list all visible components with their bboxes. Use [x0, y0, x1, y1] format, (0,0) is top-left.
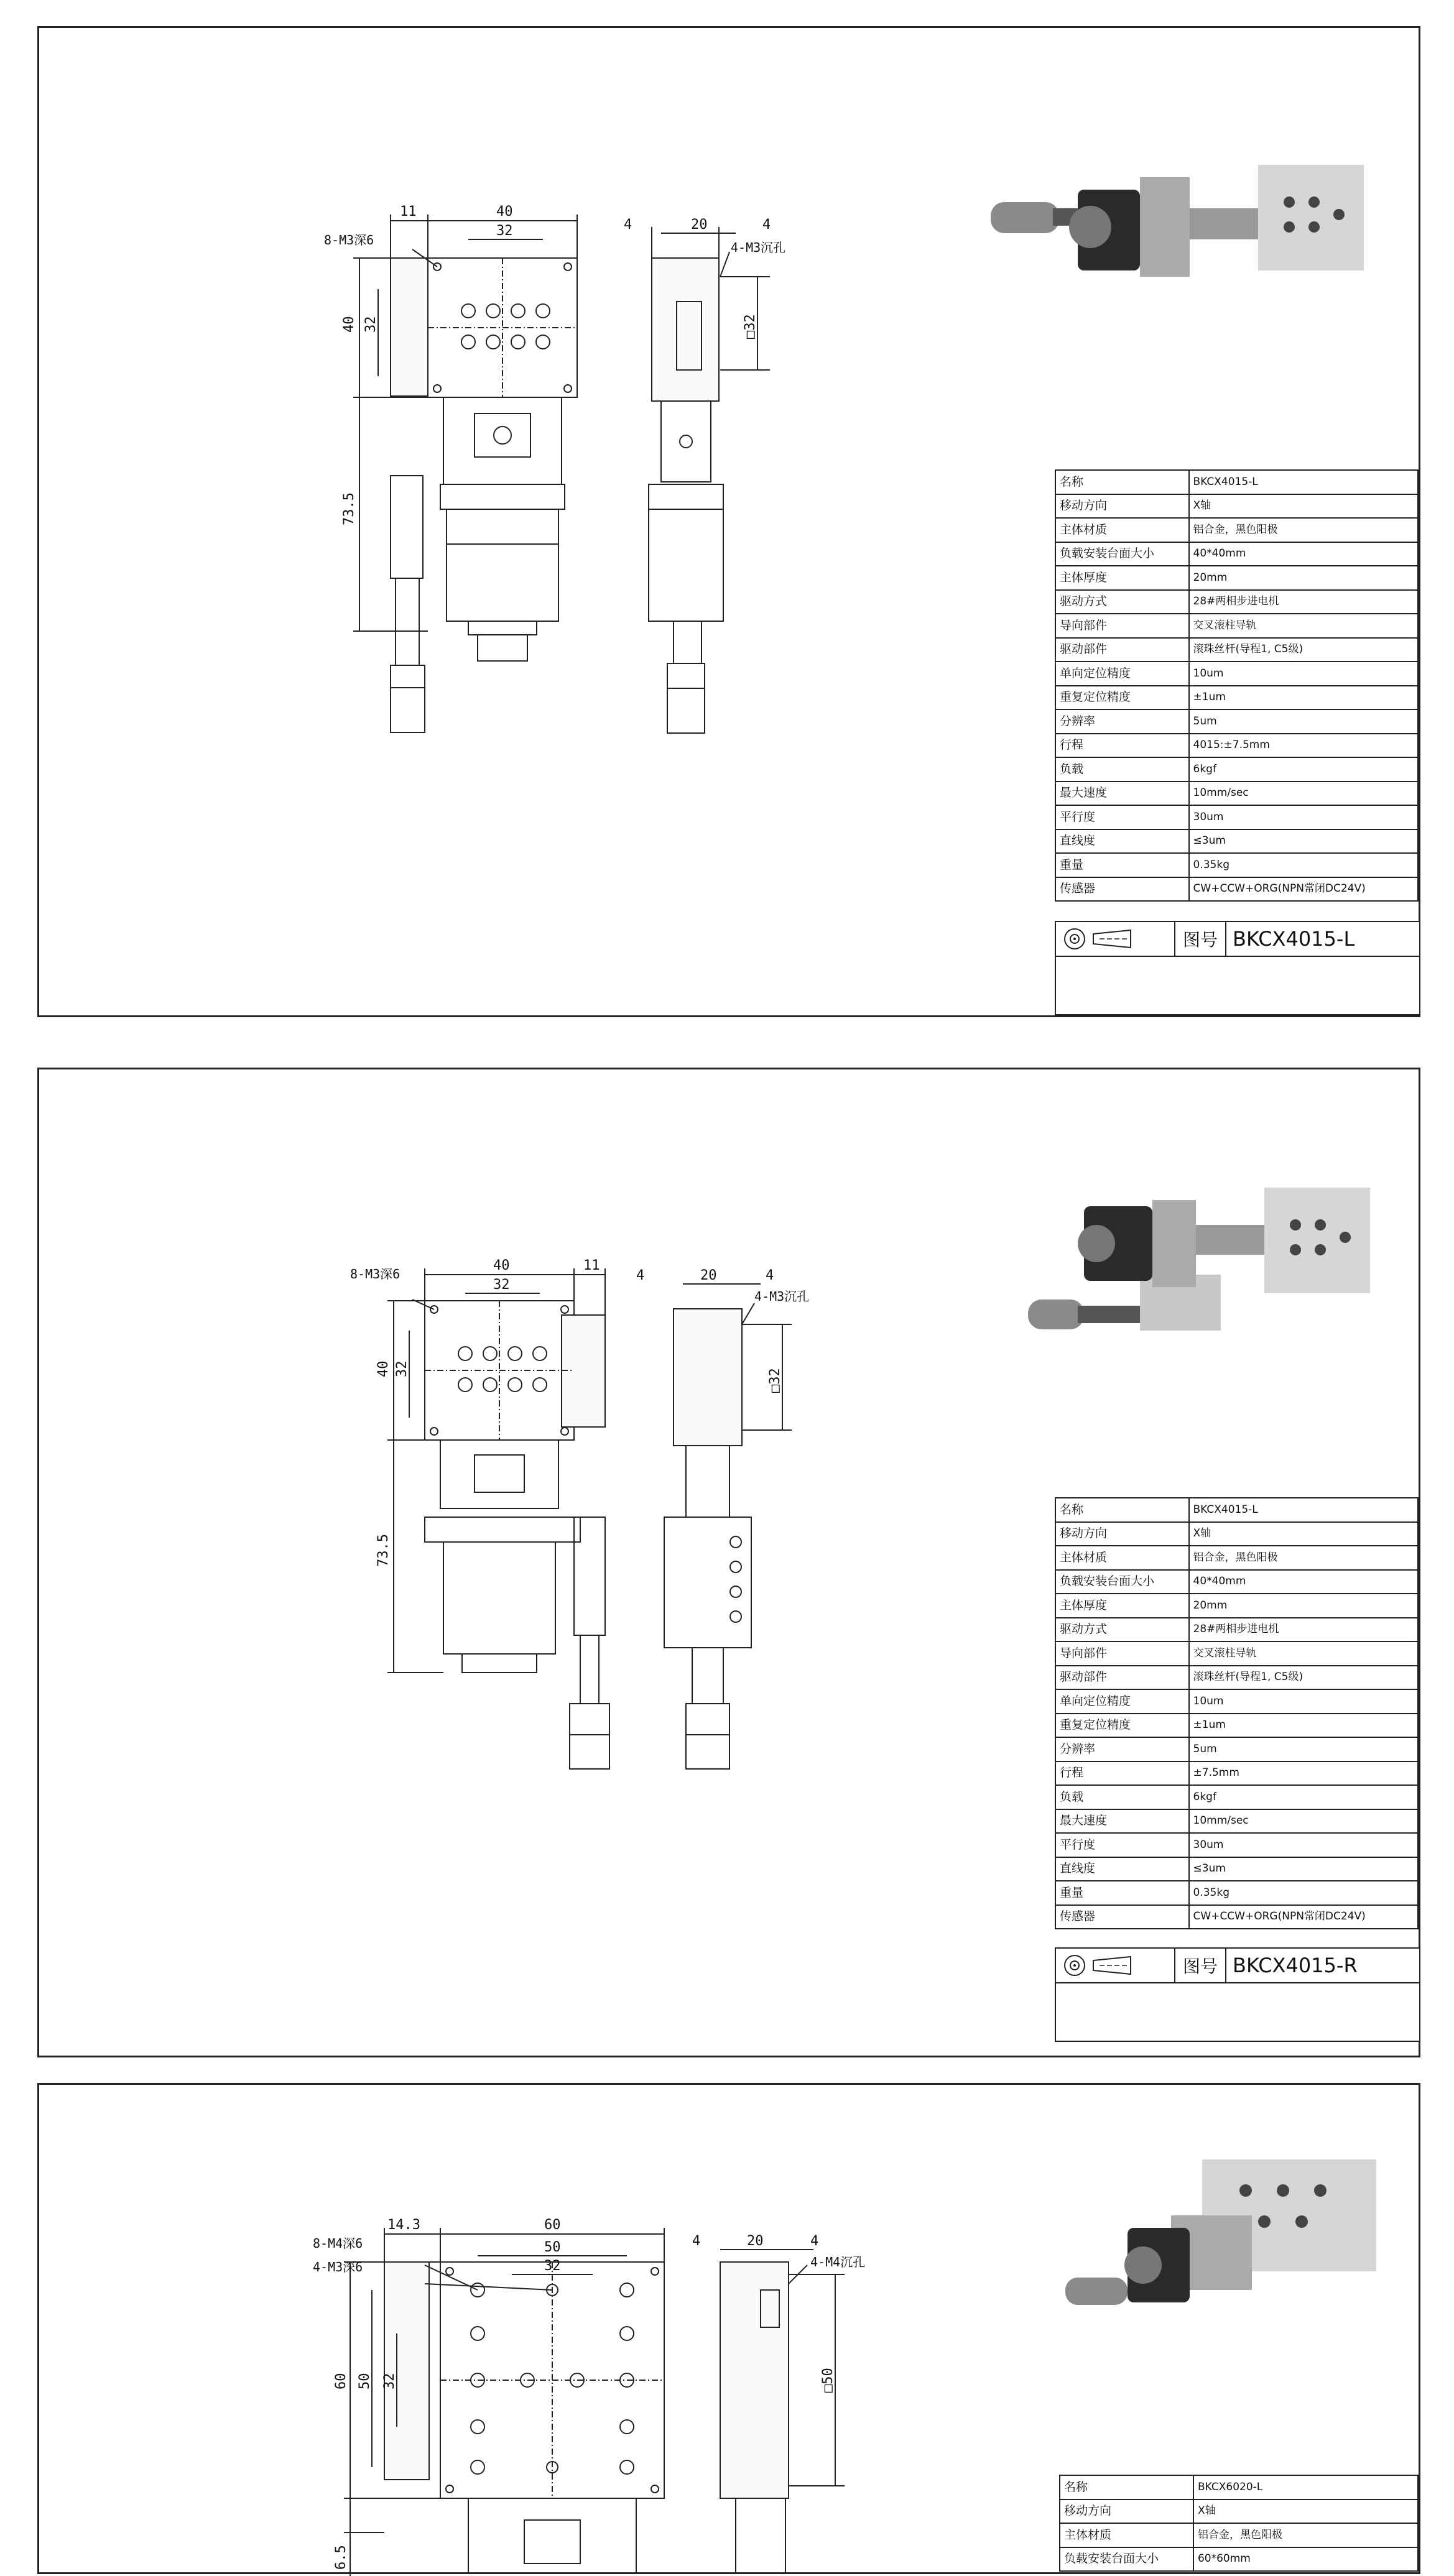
- drawing-number-label: 图号: [1175, 1948, 1226, 1983]
- spec-row: [1055, 734, 1418, 758]
- spec-value: BKCX6020-L: [1193, 2475, 1418, 2500]
- dim-top-width: 40: [493, 1258, 510, 1273]
- spec-value: 铝合金，黑色阳极: [1189, 1546, 1418, 1570]
- dim-counterbore: 4-M4沉孔: [810, 2255, 866, 2269]
- spec-value: 铝合金，黑色阳极: [1189, 518, 1418, 542]
- spec-value: 交叉滚柱导轨: [1189, 1641, 1418, 1666]
- spec-value: 28#两相步进电机: [1189, 1618, 1418, 1642]
- spec-value: 30um: [1189, 805, 1418, 829]
- product-render-2: [1016, 1181, 1389, 1380]
- spec-value: 20mm: [1189, 566, 1418, 590]
- spec-row: [1055, 709, 1418, 734]
- spec-row: [1055, 1618, 1418, 1642]
- dim-top-width: 60: [544, 2217, 561, 2233]
- spec-value: CW+CCW+ORG(NPN常闭DC24V): [1189, 1905, 1418, 1929]
- spec-key: 主体材质: [1055, 1546, 1189, 1570]
- spec-row: [1055, 1737, 1418, 1761]
- spec-key: 重复定位精度: [1055, 1714, 1189, 1738]
- title-block-blank: [1055, 1983, 1420, 2041]
- spec-value: 6kgf: [1189, 757, 1418, 782]
- spec-row: [1055, 877, 1418, 902]
- spec-row: [1055, 829, 1418, 854]
- spec-key: 主体材质: [1060, 2523, 1193, 2547]
- spec-table-2: [1055, 1497, 1419, 1929]
- spec-value: 滚珠丝杆(导程1, C5级): [1189, 1666, 1418, 1690]
- spec-row: [1055, 638, 1418, 662]
- spec-row: [1055, 757, 1418, 782]
- spec-row: [1055, 470, 1418, 494]
- spec-key: 分辨率: [1055, 709, 1189, 734]
- projection-symbol: [1055, 1948, 1175, 1983]
- spec-value: 5um: [1189, 709, 1418, 734]
- dim-end-width: 20: [691, 217, 708, 233]
- product-render-1: [991, 152, 1389, 320]
- spec-row: [1055, 494, 1418, 519]
- first-angle-projection-icon: [1062, 1953, 1137, 1978]
- spec-row: [1055, 1809, 1418, 1834]
- spec-value: 28#两相步进电机: [1189, 590, 1418, 614]
- dim-hole-pitch-v: 32: [394, 1360, 410, 1377]
- spec-key: 负载安装台面大小: [1055, 542, 1189, 566]
- spec-row: [1055, 782, 1418, 806]
- dim-counterbore: 4-M3沉孔: [731, 240, 786, 255]
- spec-row: [1055, 1881, 1418, 1905]
- spec-value: ±7.5mm: [1189, 1761, 1418, 1786]
- dim-counterbore: 4-M3沉孔: [754, 1289, 810, 1304]
- drawing-number-label: 图号: [1175, 921, 1226, 956]
- spec-value: 20mm: [1189, 1594, 1418, 1618]
- spec-row: [1055, 1641, 1418, 1666]
- dim-end-offset-right: 4: [810, 2233, 819, 2249]
- spec-key: 名称: [1055, 1498, 1189, 1522]
- spec-key: 最大速度: [1055, 782, 1189, 806]
- dim-top-height: 40: [341, 316, 357, 333]
- spec-value: 10mm/sec: [1189, 1809, 1418, 1834]
- spec-key: 传感器: [1055, 1905, 1189, 1929]
- spec-value: X轴: [1189, 494, 1418, 519]
- spec-value: 交叉滚柱导轨: [1189, 614, 1418, 638]
- dim-hole-pitch-h: 32: [496, 223, 513, 239]
- spec-value: ±1um: [1189, 686, 1418, 710]
- spec-row: [1055, 542, 1418, 566]
- spec-value: 10um: [1189, 662, 1418, 686]
- dim-end-offset-left: 4: [692, 2233, 701, 2249]
- spec-row: [1055, 1905, 1418, 1929]
- spec-row: [1055, 1714, 1418, 1738]
- dim-motor-length: 73.5: [341, 492, 357, 525]
- dim-end-offset-right: 4: [762, 217, 771, 233]
- spec-row: [1055, 686, 1418, 710]
- dim-end-square: □32: [767, 1368, 783, 1393]
- spec-key: 传感器: [1055, 877, 1189, 902]
- dim-hole-pitch-h: 50: [544, 2240, 561, 2255]
- spec-row: [1055, 1689, 1418, 1714]
- spec-key: 重量: [1055, 853, 1189, 877]
- title-block-1: [1055, 921, 1420, 1015]
- spec-value: BKCX4015-L: [1189, 1498, 1418, 1522]
- spec-value: 铝合金，黑色阳极: [1193, 2523, 1418, 2547]
- spec-row: [1055, 566, 1418, 590]
- spec-value: 6kgf: [1189, 1785, 1418, 1809]
- spec-row: [1055, 1666, 1418, 1690]
- spec-key: 移动方向: [1055, 494, 1189, 519]
- spec-key: 分辨率: [1055, 1737, 1189, 1761]
- dim-end-square: □50: [820, 2368, 836, 2393]
- drawing-number: BKCX4015-L: [1226, 921, 1420, 956]
- spec-value: 30um: [1189, 1833, 1418, 1857]
- spec-row: [1055, 614, 1418, 638]
- spec-value: 0.35kg: [1189, 1881, 1418, 1905]
- dim-hole-pitch-h: 32: [493, 1277, 510, 1293]
- spec-row: [1055, 1594, 1418, 1618]
- spec-key: 直线度: [1055, 1857, 1189, 1881]
- spec-key: 驱动方式: [1055, 590, 1189, 614]
- spec-key: 名称: [1055, 470, 1189, 494]
- spec-key: 重量: [1055, 1881, 1189, 1905]
- spec-key: 主体厚度: [1055, 1594, 1189, 1618]
- spec-value: ≤3um: [1189, 829, 1418, 854]
- dim-hole-pitch-v2: 32: [382, 2373, 397, 2389]
- spec-key: 驱动方式: [1055, 1618, 1189, 1642]
- title-block-2: [1055, 1947, 1420, 2042]
- spec-row: [1055, 662, 1418, 686]
- spec-value: 10mm/sec: [1189, 782, 1418, 806]
- dim-hole-pitch-v: 32: [363, 316, 379, 333]
- spec-key: 驱动部件: [1055, 1666, 1189, 1690]
- spec-value: CW+CCW+ORG(NPN常闭DC24V): [1189, 877, 1418, 902]
- dim-end-offset-left: 4: [636, 1268, 645, 1283]
- dim-tap-holes: 8-M4深6: [313, 2236, 363, 2251]
- spec-key: 负载: [1055, 1785, 1189, 1809]
- spec-key: 负载: [1055, 757, 1189, 782]
- spec-value: 0.35kg: [1189, 853, 1418, 877]
- spec-key: 导向部件: [1055, 1641, 1189, 1666]
- dim-tap-holes: 8-M3深6: [350, 1267, 401, 1281]
- spec-value: 5um: [1189, 1737, 1418, 1761]
- spec-key: 主体厚度: [1055, 566, 1189, 590]
- spec-value: 40*40mm: [1189, 1570, 1418, 1594]
- spec-key: 主体材质: [1055, 518, 1189, 542]
- spec-key: 行程: [1055, 1761, 1189, 1786]
- spec-value: BKCX4015-L: [1189, 470, 1418, 494]
- spec-key: 单向定位精度: [1055, 662, 1189, 686]
- spec-row: [1055, 1833, 1418, 1857]
- spec-row: [1060, 2523, 1418, 2547]
- dim-end-width: 20: [747, 2233, 764, 2249]
- first-angle-projection-icon: [1062, 926, 1137, 951]
- spec-value: ≤3um: [1189, 1857, 1418, 1881]
- dim-hole-pitch-h2: 32: [544, 2258, 561, 2274]
- spec-key: 移动方向: [1055, 1522, 1189, 1546]
- spec-key: 名称: [1060, 2475, 1193, 2500]
- spec-row: [1055, 1857, 1418, 1881]
- spec-row: [1055, 1761, 1418, 1786]
- spec-key: 平行度: [1055, 1833, 1189, 1857]
- spec-key: 移动方向: [1060, 2500, 1193, 2524]
- spec-value: 60*60mm: [1193, 2547, 1418, 2572]
- dim-side-width: 14.3: [387, 2217, 420, 2233]
- spec-table-3: [1059, 2475, 1419, 2572]
- spec-row: [1060, 2500, 1418, 2524]
- dim-end-offset-left: 4: [624, 217, 632, 233]
- spec-row: [1060, 2475, 1418, 2500]
- dim-end-width: 20: [700, 1268, 717, 1283]
- dim-side-width: 11: [583, 1258, 600, 1273]
- spec-row: [1055, 1522, 1418, 1546]
- title-block-blank: [1055, 956, 1420, 1015]
- dim-tap-holes-2: 4-M3深6: [313, 2260, 363, 2274]
- spec-key: 行程: [1055, 734, 1189, 758]
- dim-hole-pitch-v: 50: [357, 2373, 373, 2389]
- drawing-number: BKCX4015-R: [1226, 1948, 1420, 1983]
- spec-key: 驱动部件: [1055, 638, 1189, 662]
- spec-row: [1055, 1785, 1418, 1809]
- drawing-sheet-2: [37, 1068, 1420, 2057]
- spec-value: X轴: [1193, 2500, 1418, 2524]
- spec-row: [1055, 1546, 1418, 1570]
- spec-key: 单向定位精度: [1055, 1689, 1189, 1714]
- dim-end-square: □32: [743, 314, 758, 339]
- projection-symbol: [1055, 921, 1175, 956]
- spec-key: 导向部件: [1055, 614, 1189, 638]
- dim-tap-holes: 8-M3深6: [324, 233, 374, 247]
- spec-key: 平行度: [1055, 805, 1189, 829]
- spec-key: 直线度: [1055, 829, 1189, 854]
- spec-key: 负载安装台面大小: [1060, 2547, 1193, 2572]
- dim-top-height: 60: [333, 2373, 349, 2389]
- dim-top-width: 40: [496, 204, 513, 219]
- spec-key: 重复定位精度: [1055, 686, 1189, 710]
- spec-value: ±1um: [1189, 1714, 1418, 1738]
- spec-table-1: [1055, 469, 1419, 902]
- dim-top-height: 40: [376, 1360, 391, 1377]
- spec-row: [1055, 1570, 1418, 1594]
- spec-row: [1055, 805, 1418, 829]
- dim-motor-length: 73.5: [376, 1534, 391, 1567]
- spec-value: 40*40mm: [1189, 542, 1418, 566]
- spec-value: 滚珠丝杆(导程1, C5级): [1189, 638, 1418, 662]
- dim-end-offset-right: 4: [766, 1268, 774, 1283]
- spec-key: 负载安装台面大小: [1055, 1570, 1189, 1594]
- spec-value: 10um: [1189, 1689, 1418, 1714]
- spec-row: [1055, 853, 1418, 877]
- drawing-sheet-1: [37, 26, 1420, 1017]
- spec-row: [1060, 2547, 1418, 2572]
- spec-row: [1055, 590, 1418, 614]
- product-render-3: [1059, 2147, 1407, 2346]
- spec-row: [1055, 1498, 1418, 1522]
- drawing-sheet-3: [37, 2083, 1420, 2574]
- spec-key: 最大速度: [1055, 1809, 1189, 1834]
- dim-motor-length: 6.5: [333, 2545, 349, 2570]
- dim-side-width: 11: [400, 204, 417, 219]
- spec-value: X轴: [1189, 1522, 1418, 1546]
- spec-row: [1055, 518, 1418, 542]
- spec-value: 4015:±7.5mm: [1189, 734, 1418, 758]
